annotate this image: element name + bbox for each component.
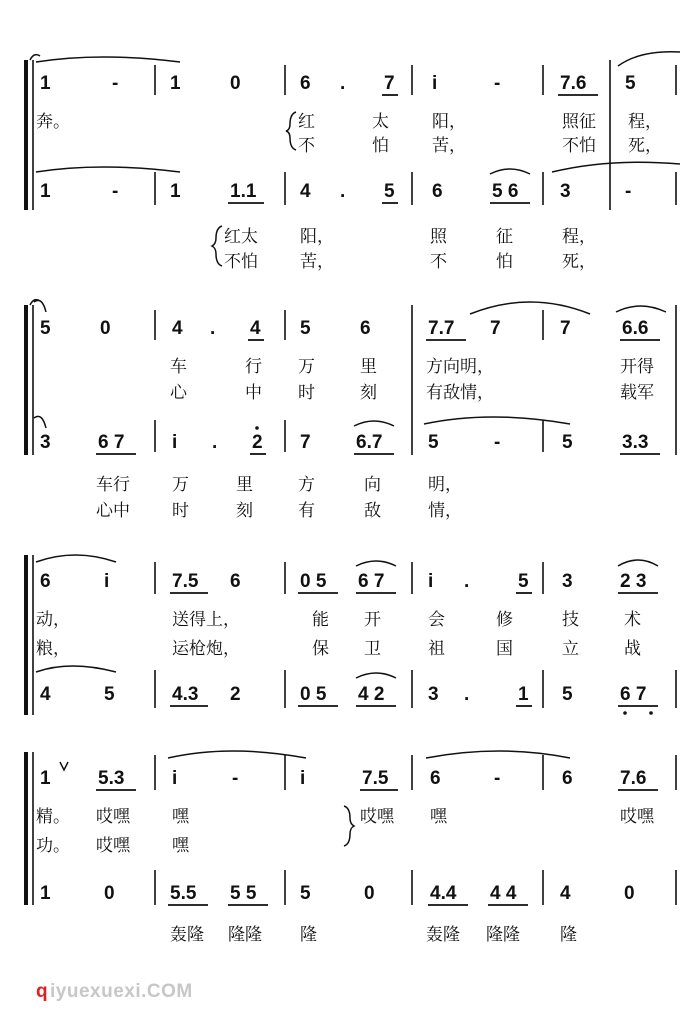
lyric: 卫 [364, 639, 381, 659]
note: 6 7 [98, 432, 125, 453]
note: 1 [170, 73, 181, 94]
lyric: 轰隆 [170, 925, 204, 945]
note: 5 [562, 432, 573, 453]
lyric: 隆隆 [486, 925, 520, 945]
note: 7 [560, 318, 571, 339]
lower-staff [34, 416, 660, 454]
note: 3 [40, 432, 51, 453]
lyric: 嘿 [172, 807, 189, 827]
note: 4 4 [490, 883, 517, 904]
note: 4 2 [358, 684, 385, 705]
note: 1 [40, 883, 51, 904]
note: 5 6 [492, 181, 519, 202]
note: 6 [300, 73, 311, 94]
lyric: 心中 [96, 501, 130, 521]
upper-staff [36, 555, 658, 593]
lyric: 保 [312, 639, 329, 659]
note: 6 [360, 318, 371, 339]
note: i [428, 571, 434, 592]
lyric: 哎嘿 [620, 807, 654, 827]
lyric: 情， [428, 501, 462, 521]
lyric: 祖 [428, 639, 445, 659]
note: 5 [104, 684, 115, 705]
note: 1 [40, 181, 51, 202]
note: 7.5 [172, 571, 199, 592]
system-3 [26, 555, 676, 715]
note: - [112, 73, 119, 94]
lyric: 精。 [36, 807, 70, 827]
note: 5 [300, 883, 311, 904]
note: 0 [364, 883, 375, 904]
note: 3 [560, 181, 571, 202]
lyric: 死， [628, 136, 662, 156]
lower-staff [36, 666, 658, 715]
lyric: 苦， [432, 136, 466, 156]
note: 5 5 [230, 883, 257, 904]
lyric: 能 [312, 610, 329, 630]
note: 7 [384, 73, 395, 94]
lyric: 中 [245, 383, 262, 403]
upper-staff [40, 751, 658, 790]
lyric: 太 [372, 112, 389, 132]
note: - [112, 181, 119, 202]
lyric: 时 [172, 501, 189, 521]
note: . [340, 181, 346, 202]
lyric: 会 [428, 610, 445, 630]
note: 7.6 [620, 768, 647, 789]
system-4 [26, 751, 676, 945]
note: 0 5 [300, 684, 327, 705]
lyric: 国 [496, 639, 513, 659]
lyric: 技 [562, 610, 579, 630]
lyric: 不怕 [224, 252, 258, 272]
note: 4 [40, 684, 51, 705]
note: 1 [170, 181, 181, 202]
note: 1.1 [230, 181, 257, 202]
lyric: 有 [298, 501, 315, 521]
note: 4 [250, 318, 261, 339]
lyric: 程， [628, 112, 662, 132]
lyric: 方向明， [426, 357, 494, 377]
lyric: 不怕 [562, 136, 596, 156]
lyric: 怕 [496, 252, 513, 272]
lyric: 怕 [372, 136, 389, 156]
lyric: 心 [170, 383, 187, 403]
lyric: 不 [298, 136, 315, 156]
lyric: 开得 [620, 357, 654, 377]
note: 2 [230, 684, 241, 705]
lyric: 刻 [360, 383, 377, 403]
lyric: 万 [298, 357, 315, 377]
lyric: 照征 [562, 112, 596, 132]
lyric: 阳， [432, 112, 466, 132]
note: . [210, 318, 216, 339]
system-2 [26, 300, 676, 521]
note: 1 [40, 73, 51, 94]
lower-lyrics [212, 226, 596, 272]
upper-lyrics [36, 610, 641, 659]
note: 4 [560, 883, 571, 904]
note: 7.6 [560, 73, 587, 94]
note: 3 [562, 571, 573, 592]
lyric: 苦， [300, 252, 334, 272]
note: . [464, 684, 470, 705]
note: 7.5 [362, 768, 389, 789]
note: 5 [562, 684, 573, 705]
upper-lyrics [36, 112, 662, 156]
note: 6 [40, 571, 51, 592]
lyric: 敌 [364, 501, 381, 521]
note: i [432, 73, 438, 94]
note: 5 [428, 432, 439, 453]
note: . [212, 432, 218, 453]
lyric: 哎嘿 [96, 836, 130, 856]
note: 4.4 [430, 883, 457, 904]
breath-mark-icon [60, 762, 68, 770]
note: 5 [625, 73, 636, 94]
note: 6 7 [620, 684, 647, 705]
note: 5 [300, 318, 311, 339]
note: 6 [432, 181, 443, 202]
note: 4 [300, 181, 311, 202]
upper-staff [36, 52, 680, 95]
lyric: 车 [170, 357, 187, 377]
lyric: 载军 [620, 383, 654, 403]
note: 1 [40, 768, 51, 789]
lyric: 万 [172, 475, 189, 495]
lyric: 隆隆 [228, 925, 262, 945]
lyric: 修 [496, 610, 513, 630]
lyric: 战 [624, 639, 641, 659]
note: 7.7 [428, 318, 455, 339]
note: 6 [562, 768, 573, 789]
lyric: 开 [364, 610, 381, 630]
lyric: 立 [562, 639, 579, 659]
note: 3.3 [622, 432, 649, 453]
lyric: 阳， [300, 227, 334, 247]
note: i [172, 432, 178, 453]
lyric: 粮， [36, 639, 70, 659]
lyric: 奔。 [36, 112, 70, 132]
system-1 [26, 52, 680, 272]
note: 2 3 [620, 571, 647, 592]
note: 4.3 [172, 684, 199, 705]
lyric: 行 [245, 357, 262, 377]
note: 0 [230, 73, 241, 94]
note: 2 [252, 432, 263, 453]
lyric: 方 [298, 475, 315, 495]
upper-staff [34, 300, 666, 340]
note: - [232, 768, 239, 789]
note: 5.3 [98, 768, 125, 789]
note: 1 [518, 684, 529, 705]
lyric: 运枪炮， [172, 639, 240, 659]
note: 0 [624, 883, 635, 904]
note: i [104, 571, 110, 592]
note: 6 [230, 571, 241, 592]
note: - [625, 181, 632, 202]
watermark [36, 981, 193, 1002]
lyric: 嘿 [430, 807, 447, 827]
lyric: 照 [430, 227, 447, 247]
note: 6 [430, 768, 441, 789]
note: 4 [172, 318, 183, 339]
upper-lyrics [36, 806, 655, 856]
note: i [172, 768, 178, 789]
note: 5 [518, 571, 529, 592]
lyric: 向 [364, 475, 381, 495]
lower-lyrics [96, 475, 462, 521]
lyric: 征 [496, 227, 513, 247]
note: 6.6 [622, 318, 649, 339]
watermark-text: iyuexuexi.COM [50, 981, 193, 1002]
note: i [300, 768, 306, 789]
lower-staff [40, 883, 635, 905]
note: - [494, 73, 501, 94]
lower-lyrics [170, 925, 577, 945]
lyric: 时 [298, 383, 315, 403]
note: . [340, 73, 346, 94]
note: 5 [40, 318, 51, 339]
lyric: 明， [428, 475, 462, 495]
lyric: 死， [562, 252, 596, 272]
lyric: 隆 [560, 925, 577, 945]
note: 3 [428, 684, 439, 705]
lyric: 哎嘿 [360, 807, 394, 827]
note: 0 [104, 883, 115, 904]
lyric: 动， [36, 610, 70, 630]
lyric: 里 [236, 475, 253, 495]
note: 7 [300, 432, 311, 453]
lyric: 送得上， [172, 610, 240, 630]
note: - [494, 768, 501, 789]
note: 5 [384, 181, 395, 202]
note: 7 [490, 318, 501, 339]
lyric: 隆 [300, 925, 317, 945]
note: 0 5 [300, 571, 327, 592]
note: 6 7 [358, 571, 385, 592]
watermark-q: q [36, 981, 48, 1002]
lyric: 功。 [36, 836, 70, 856]
lyric: 不 [430, 252, 447, 272]
note: 6.7 [356, 432, 383, 453]
lyric: 轰隆 [426, 925, 460, 945]
lyric: 程， [562, 227, 596, 247]
note: 0 [100, 318, 111, 339]
lyric: 嘿 [172, 836, 189, 856]
lyric: 车行 [96, 475, 130, 495]
lyric: 红太 [224, 227, 258, 247]
note: - [494, 432, 501, 453]
lyric: 有敌情， [426, 383, 494, 403]
lyric: 红 [298, 112, 315, 132]
lyric: 刻 [236, 501, 253, 521]
lower-staff [36, 162, 680, 203]
lyric: 术 [624, 610, 641, 630]
note: 5.5 [170, 883, 197, 904]
note: . [464, 571, 470, 592]
lyric: 里 [360, 357, 377, 377]
lyric: 哎嘿 [96, 807, 130, 827]
